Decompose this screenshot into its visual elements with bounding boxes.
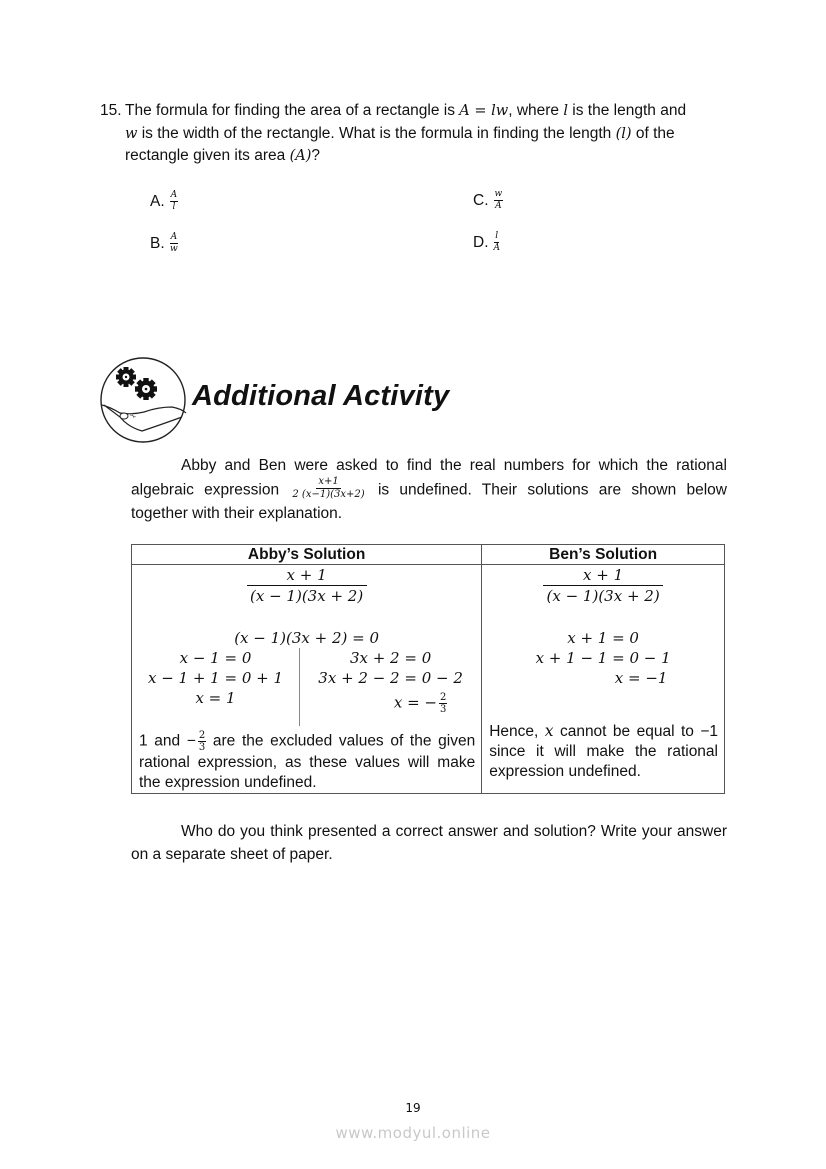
choice-b[interactable]: B. A w — [150, 232, 178, 254]
intro-paragraph: Abby and Ben were asked to find the real numbers for which the rational algebraic expression $\frac{x+1}{2 (x-1)(3x+2)}$ is undefined. Their solutions are shown below together with their explanation. — [131, 457, 727, 522]
ben-expression: x + 1 (x − 1)(3x + 2) — [482, 565, 724, 606]
closing-paragraph: Who do you think presented a correct answer and solution? Write your answer on a separate sheet of paper. — [131, 823, 727, 863]
watermark: www.modyul.online — [335, 1124, 491, 1142]
abby-split-steps — [132, 648, 481, 726]
abby-expression: x + 1 (x − 1)(3x + 2) — [132, 565, 481, 606]
abby-right-result: x = − $\frac{2}{3}$ — [393, 692, 447, 715]
ben-explanation: Hence, x cannot be equal to −1 since it will make the rational expression undefined. — [489, 722, 718, 780]
intro-expression: $\frac{x+1}{2 (x-1)(3x+2)}$ — [292, 475, 365, 500]
abby-left-step: x − 1 + 1 = 0 + 1 — [147, 669, 284, 687]
abby-right-step: 3x + 2 = 0 — [349, 649, 432, 667]
abby-step-1: (x − 1)(3x + 2) = 0 — [234, 629, 380, 647]
ben-solution-cell — [482, 565, 725, 794]
choice-c[interactable]: C. w A — [473, 189, 503, 211]
gears-on-hand-icon — [98, 357, 188, 443]
abby-solution-cell — [132, 565, 482, 794]
solutions-table — [131, 544, 725, 794]
page-number: 19 — [405, 1101, 421, 1115]
abby-left-step: x − 1 = 0 — [179, 649, 252, 667]
choice-a-fraction: A l — [170, 190, 178, 212]
ben-step: x + 1 − 1 = 0 − 1 — [535, 649, 671, 667]
abby-left-step: x = 1 — [195, 689, 236, 707]
abby-explanation: 1 and − $\frac{2}{3}$ are the excluded values of the given rational expression, as these values will make the expression undefined. — [139, 730, 476, 791]
ben-step: x + 1 = 0 — [567, 629, 639, 647]
question-number: 15. — [100, 102, 122, 119]
choice-d[interactable]: D. l A — [473, 231, 500, 253]
section-title: Additional Activity — [192, 380, 450, 412]
header-ben: Ben’s Solution — [482, 545, 725, 565]
choice-b-fraction: A w — [170, 232, 178, 254]
question-15: 15. The formula for finding the area of a rectangle is A = lw, where l is the length and w is the width of the rectangle. What is the formula in finding the length (l) of the rectangle given its area (A)? — [100, 102, 687, 164]
header-abby: Abby’s Solution — [132, 545, 482, 565]
abby-right-step: 3x + 2 − 2 = 0 − 2 — [318, 669, 463, 687]
choice-a[interactable]: A. A l — [150, 190, 178, 212]
choice-c-fraction: w A — [494, 189, 503, 211]
choice-d-fraction: l A — [493, 231, 500, 253]
ben-step: x = −1 — [614, 669, 668, 687]
